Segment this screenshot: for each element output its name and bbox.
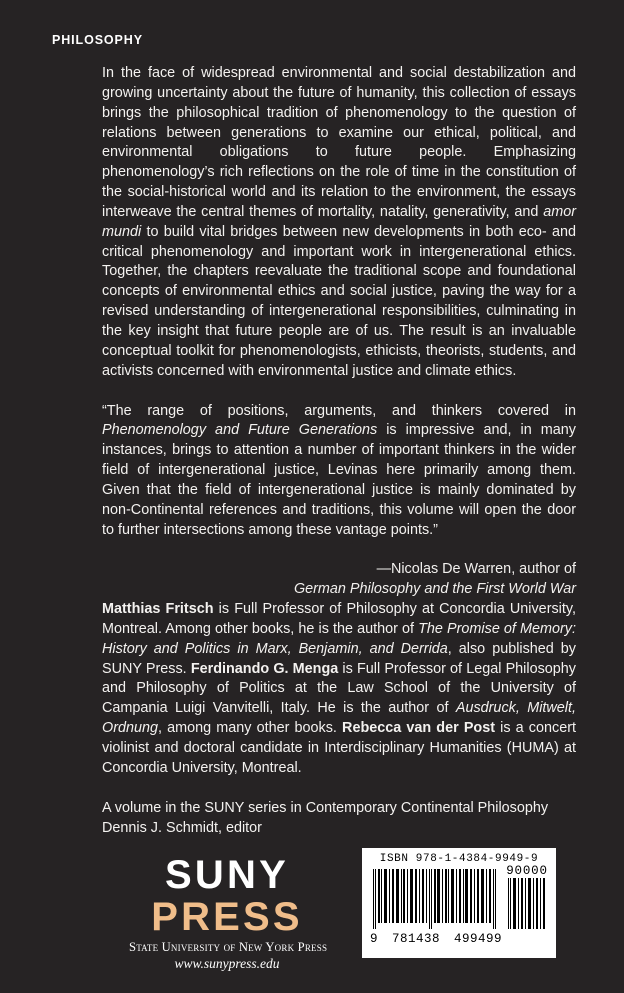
bio-segment-5: is a concert violinist and doctoral candidate in Interdisciplinary Humanities (HUMA) at Concordia University, Montreal. xyxy=(102,720,576,776)
description-paragraph xyxy=(102,64,576,382)
author-3-name: Rebecca van der Post xyxy=(342,720,496,737)
suny-press-logo xyxy=(129,853,328,973)
barcode-addon-digits: 90000 xyxy=(506,864,548,878)
logo-full-name: State University of New York Press xyxy=(129,940,328,954)
series-line-1: A volume in the SUNY series in Contemporary Continental Philosophy xyxy=(102,799,549,816)
bio-segment-1: is Full Professor of Philosophy at Concordia University, Montreal. Among other books, he is the author of xyxy=(102,601,576,637)
bio-segment-2: , also published by SUNY Press. xyxy=(102,640,577,677)
ean-digits-mid: 781438 xyxy=(391,932,440,946)
attribution-work-title: German Philosophy and the First World War xyxy=(293,581,576,598)
text-column xyxy=(102,64,576,838)
bio-segment-4: , among many other books. xyxy=(158,720,343,737)
barcode-addon-bars xyxy=(508,878,546,929)
author-1-name: Matthias Fritsch xyxy=(102,601,214,618)
category-label: PHILOSOPHY xyxy=(52,33,143,47)
blurb-part-2: is impressive and, in many instances, brings to attention a number of important thinkers in the wider field of intergenerational justice, Levinas here primarily among them. Given that the field of intergenerational justice is mainly dominated by non-Continental references and traditions, this volume will open the door to further intersections among these vantage points.” xyxy=(102,422,576,538)
author-1-book-title: The Promise of Memory: History and Politics in Marx, Benjamin, and Derrida xyxy=(102,620,576,657)
blurb-book-title: Phenomenology and Future Generations xyxy=(102,422,378,439)
isbn-barcode xyxy=(362,848,556,958)
author-2-name: Ferdinando G. Menga xyxy=(190,660,339,677)
author-bio-paragraph xyxy=(102,600,576,779)
ean-digit-left: 9 xyxy=(370,932,379,946)
logo-suny-text: SUNY xyxy=(165,853,289,897)
blurb-attribution-name: —Nicolas De Warren, author of xyxy=(376,561,576,578)
author-2-book-title: Ausdruck, Mitwelt, Ordnung xyxy=(102,700,576,737)
isbn-number-label: ISBN 978-1-4384-9949-9 xyxy=(379,853,539,865)
description-part-1: In the face of widespread environmental and social destabilization and growing uncertainty about the future of humanity, this collection of essays brings the philosophical tradition of phenomenology to the question of relations between generations to examine our ethical, political, and environmental obligations to future people. Emphasizing phenomenology’s rich reflections on the role of time in the constitution of the social-historical world and its relation to the environment, the essays interweave the central themes of mortality, natality, generativity, and xyxy=(102,65,576,220)
bio-segment-3: is Full Professor of Legal Philosophy and Philosophy of Politics at the Law School of the University of Campania Luigi Vanvitelli, Italy. He is the author of xyxy=(102,660,576,717)
logo-press-text: PRESS xyxy=(151,895,303,939)
series-info xyxy=(102,799,576,839)
description-italic-term: amor mundi xyxy=(102,203,576,240)
blurb-paragraph xyxy=(102,402,576,541)
blurb-part-1: “The range of positions, arguments, and thinkers covered in xyxy=(102,402,576,419)
barcode-ean-digits xyxy=(370,932,502,946)
ean-digits-right: 499499 xyxy=(453,932,502,946)
description-part-2: to build vital bridges between new developments in both eco- and critical phenomenology and important work in intergenerational ethics. Together, the chapters reevaluate the traditional scope and foundational concepts of environmental ethics and social justice, paving the way for a revised understanding of intergenerational responsibilities, culminating in the key insight that future people are of us. The result is an invaluable conceptual toolkit for phenomenologists, ethicists, theorists, students, and activists concerned with environmental justice and climate ethics. xyxy=(102,223,576,379)
logo-website-url: www.sunypress.edu xyxy=(174,956,280,971)
series-line-2: Dennis J. Schmidt, editor xyxy=(102,819,262,836)
blurb-attribution-work xyxy=(102,580,576,600)
barcode-main-bars xyxy=(373,869,497,929)
